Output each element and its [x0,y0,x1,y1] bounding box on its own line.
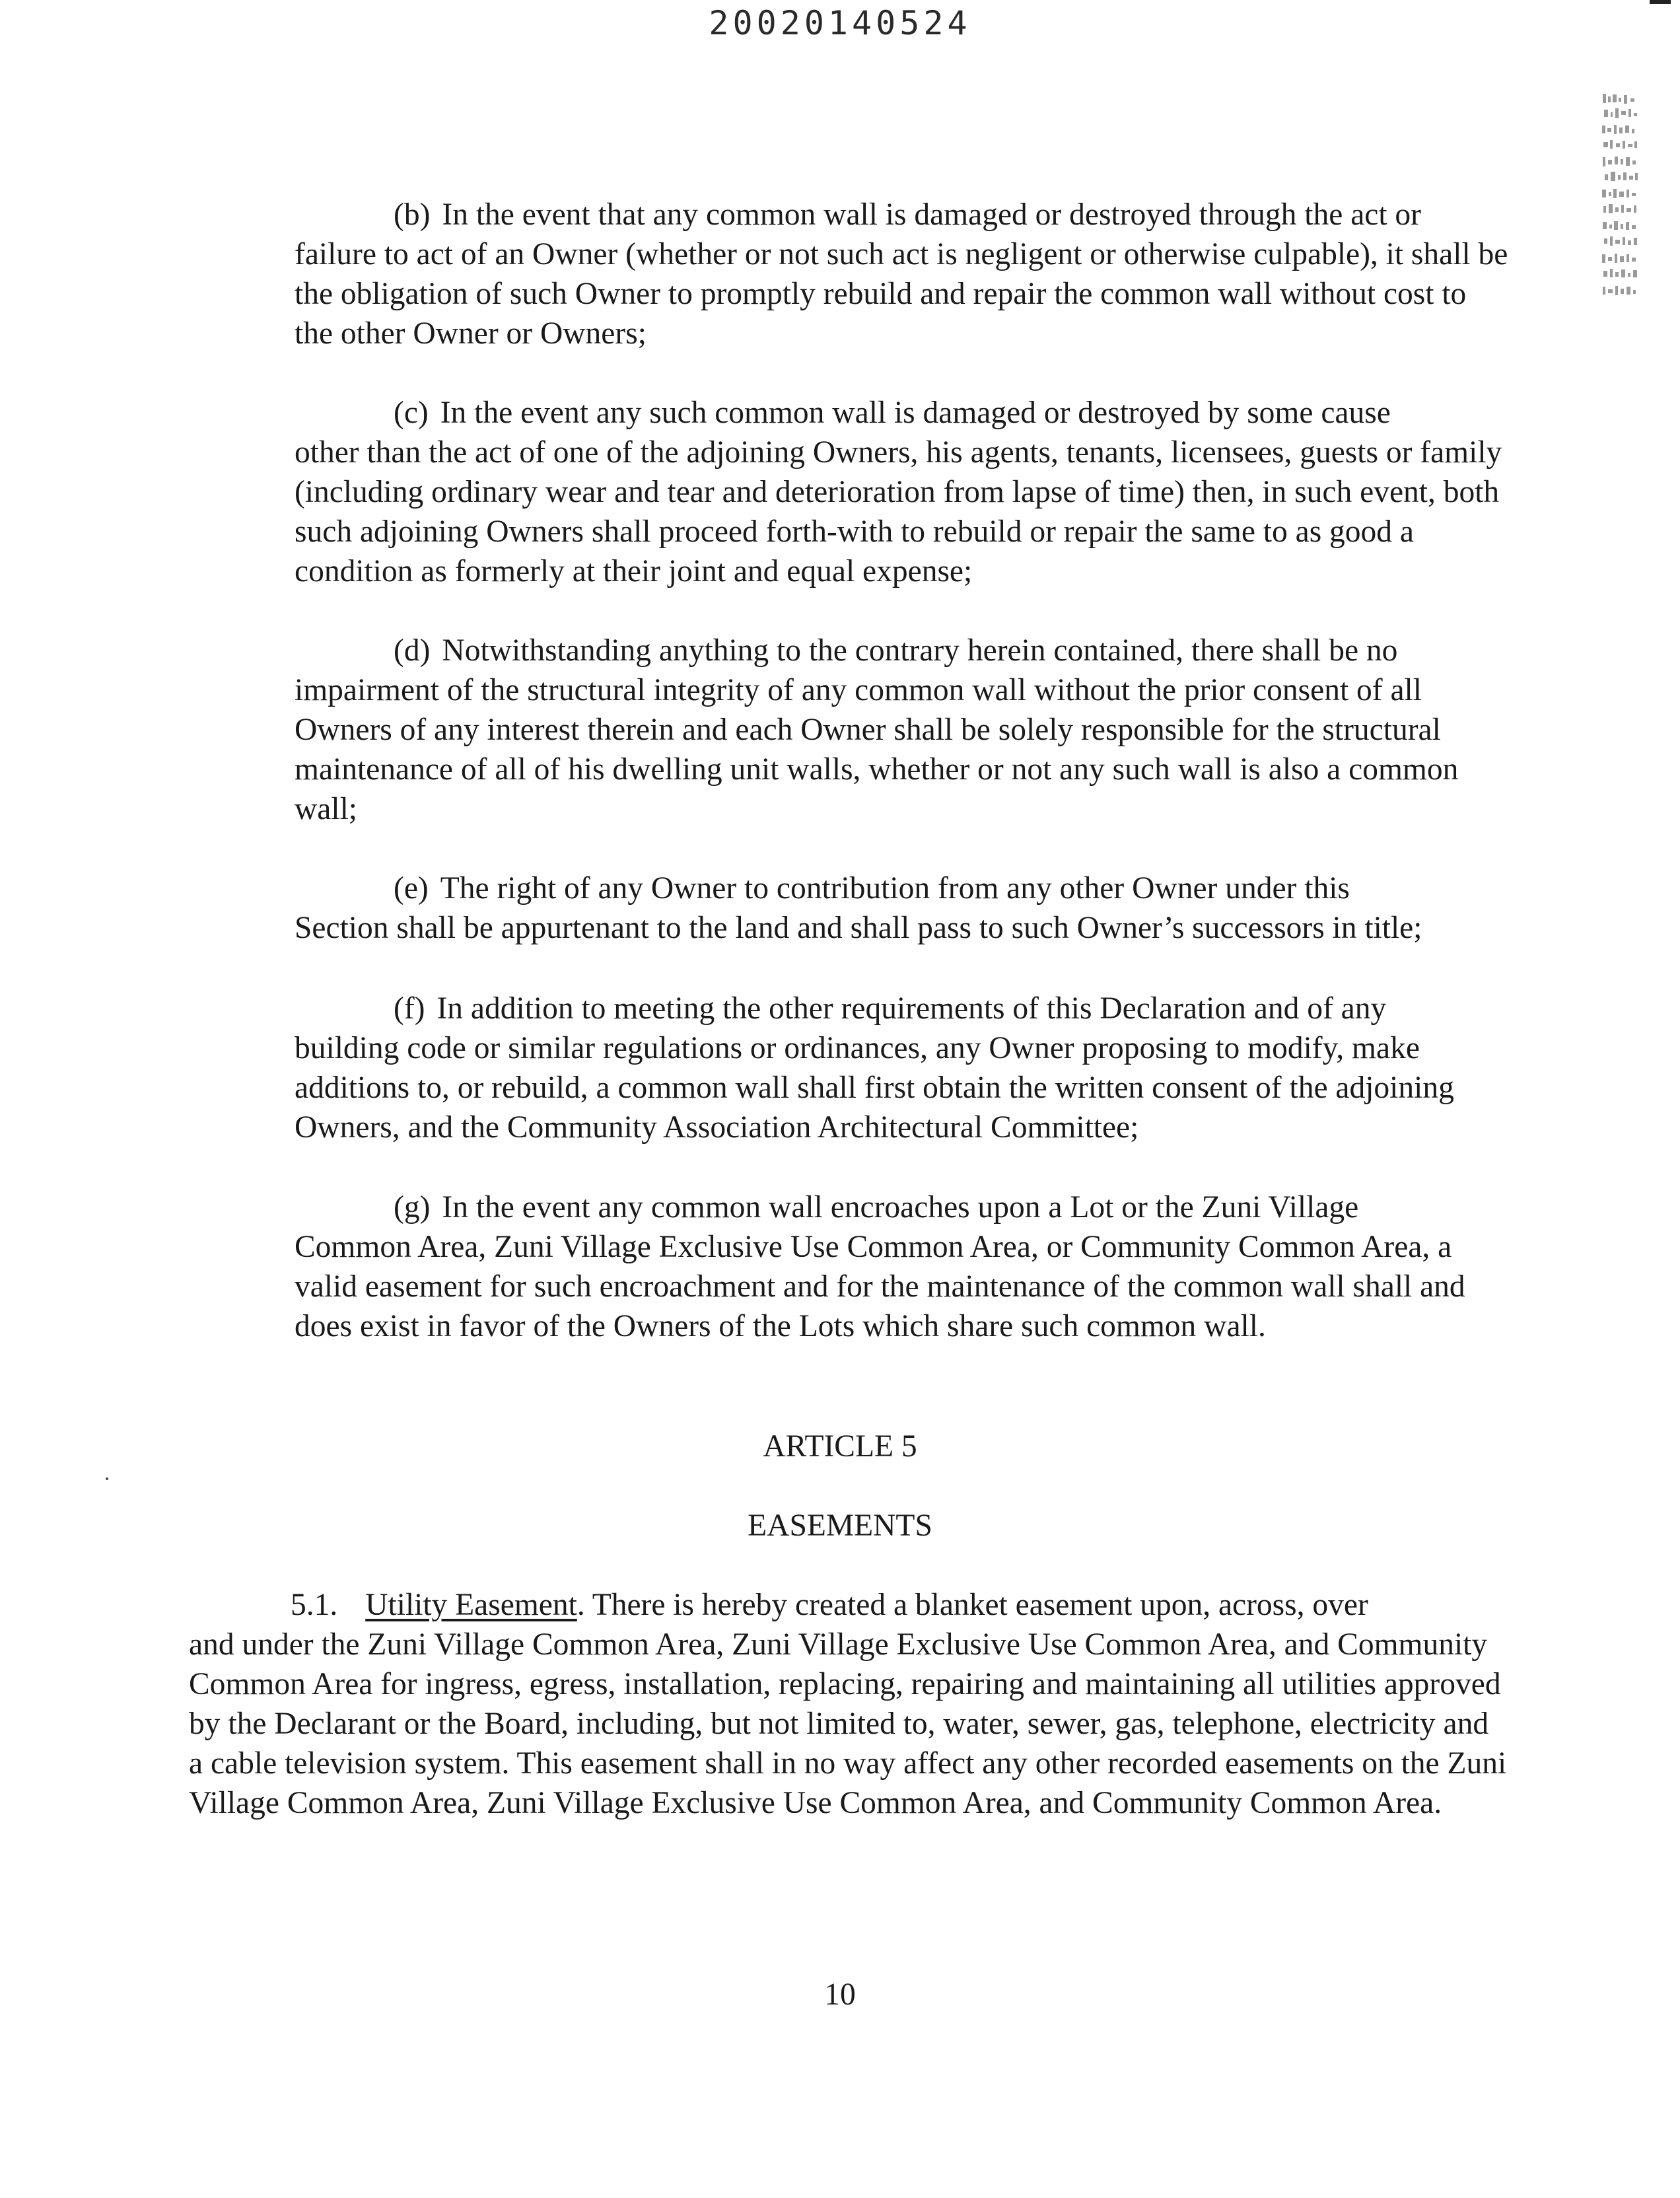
subsection-first-line: In addition to meeting the other requirements of this Declaration and of any [437,991,1387,1026]
section-5-1 [189,1585,1510,1823]
subsection-text: other than the act of one of the adjoining Owners, his agents, tenants, licensees, guests or family (including ordinary wear and tear and deterioration from lapse of time) then, in such event, both such adjoining Owners shall proceed forth-with to rebuild or repair the same to as good a condition as formerly at their joint and equal expense; [295,435,1502,588]
subsection-first-line: Notwithstanding anything to the contrary herein contained, there shall be no [442,633,1398,668]
subsection-label: (e) [394,871,429,905]
section-heading: Utility Easement [365,1588,577,1622]
article-title-heading: EASEMENTS [748,1508,932,1543]
scan-edge-mark [1650,0,1671,4]
subsection-text: impairment of the structural integrity of any common wall without the prior consent of all Owners of any interest therein and each Owner shall be solely responsible for the structural maintenance of all of his dwelling unit walls, whether or not any such wall is also a common wall; [295,673,1459,826]
page-number: 10 [824,1977,856,2012]
subsection-first-line: The right of any Owner to contribution from any other Owner under this [440,871,1350,905]
subsection-first-line: In the event any such common wall is damaged or destroyed by some cause [440,396,1391,430]
subsection-f [295,989,1510,1147]
subsection-text: failure to act of an Owner (whether or not such act is negligent or otherwise culpable), it shall be the obligation of such Owner to promptly rebuild and repair the common wall without cost to the other Owner or Owners; [295,237,1508,351]
section-first-line: . There is hereby created a blanket easement upon, across, over [577,1588,1368,1622]
article-number-heading: ARTICLE 5 [763,1429,917,1464]
subsection-first-line: In the event that any common wall is damaged or destroyed through the act or [442,197,1422,232]
subsection-label: (c) [394,396,429,430]
subsection-text: Section shall be appurtenant to the land and shall pass to such Owner’s successors in title; [295,911,1422,945]
subsection-d [295,631,1510,829]
subsection-label: (f) [394,991,425,1026]
margin-recording-stamp [1601,92,1640,304]
subsection-b [295,195,1510,353]
subsection-e [295,869,1510,948]
section-text: and under the Zuni Village Common Area, Zuni Village Exclusive Use Common Area, and Community Common Area for ingress, egress, installation, replacing, repairing and maintaining all utilities approved by the Declarant or the Board, including, but not limited to, water, sewer, gas, telephone, electricity and a cable television system. This easement shall in no way affect any other recorded easements on the Zuni Village Common Area, Zuni Village Exclusive Use Common Area, and Community Common Area. [189,1627,1507,1820]
subsection-g [295,1188,1510,1346]
subsection-c [295,393,1510,591]
section-number: 5.1. [291,1588,338,1622]
subsection-first-line: In the event any common wall encroaches upon a Lot or the Zuni Village [442,1190,1359,1224]
subsection-text: Common Area, Zuni Village Exclusive Use Common Area, or Community Common Area, a valid easement for such encroachment and for the maintenance of the common wall shall and does exist in favor of the Owners of the Lots which share such common wall. [295,1230,1465,1343]
subsection-text: building code or similar regulations or ordinances, any Owner proposing to modify, make additions to, or rebuild, a common wall shall first obtain the written consent of the adjoining Owners, and the Community Association Architectural Committee; [295,1031,1454,1145]
subsection-label: (b) [394,197,431,232]
recording-number: 20020140524 [709,4,971,42]
subsection-label: (d) [394,633,431,668]
subsection-label: (g) [394,1190,431,1224]
scan-speck [106,1477,108,1480]
